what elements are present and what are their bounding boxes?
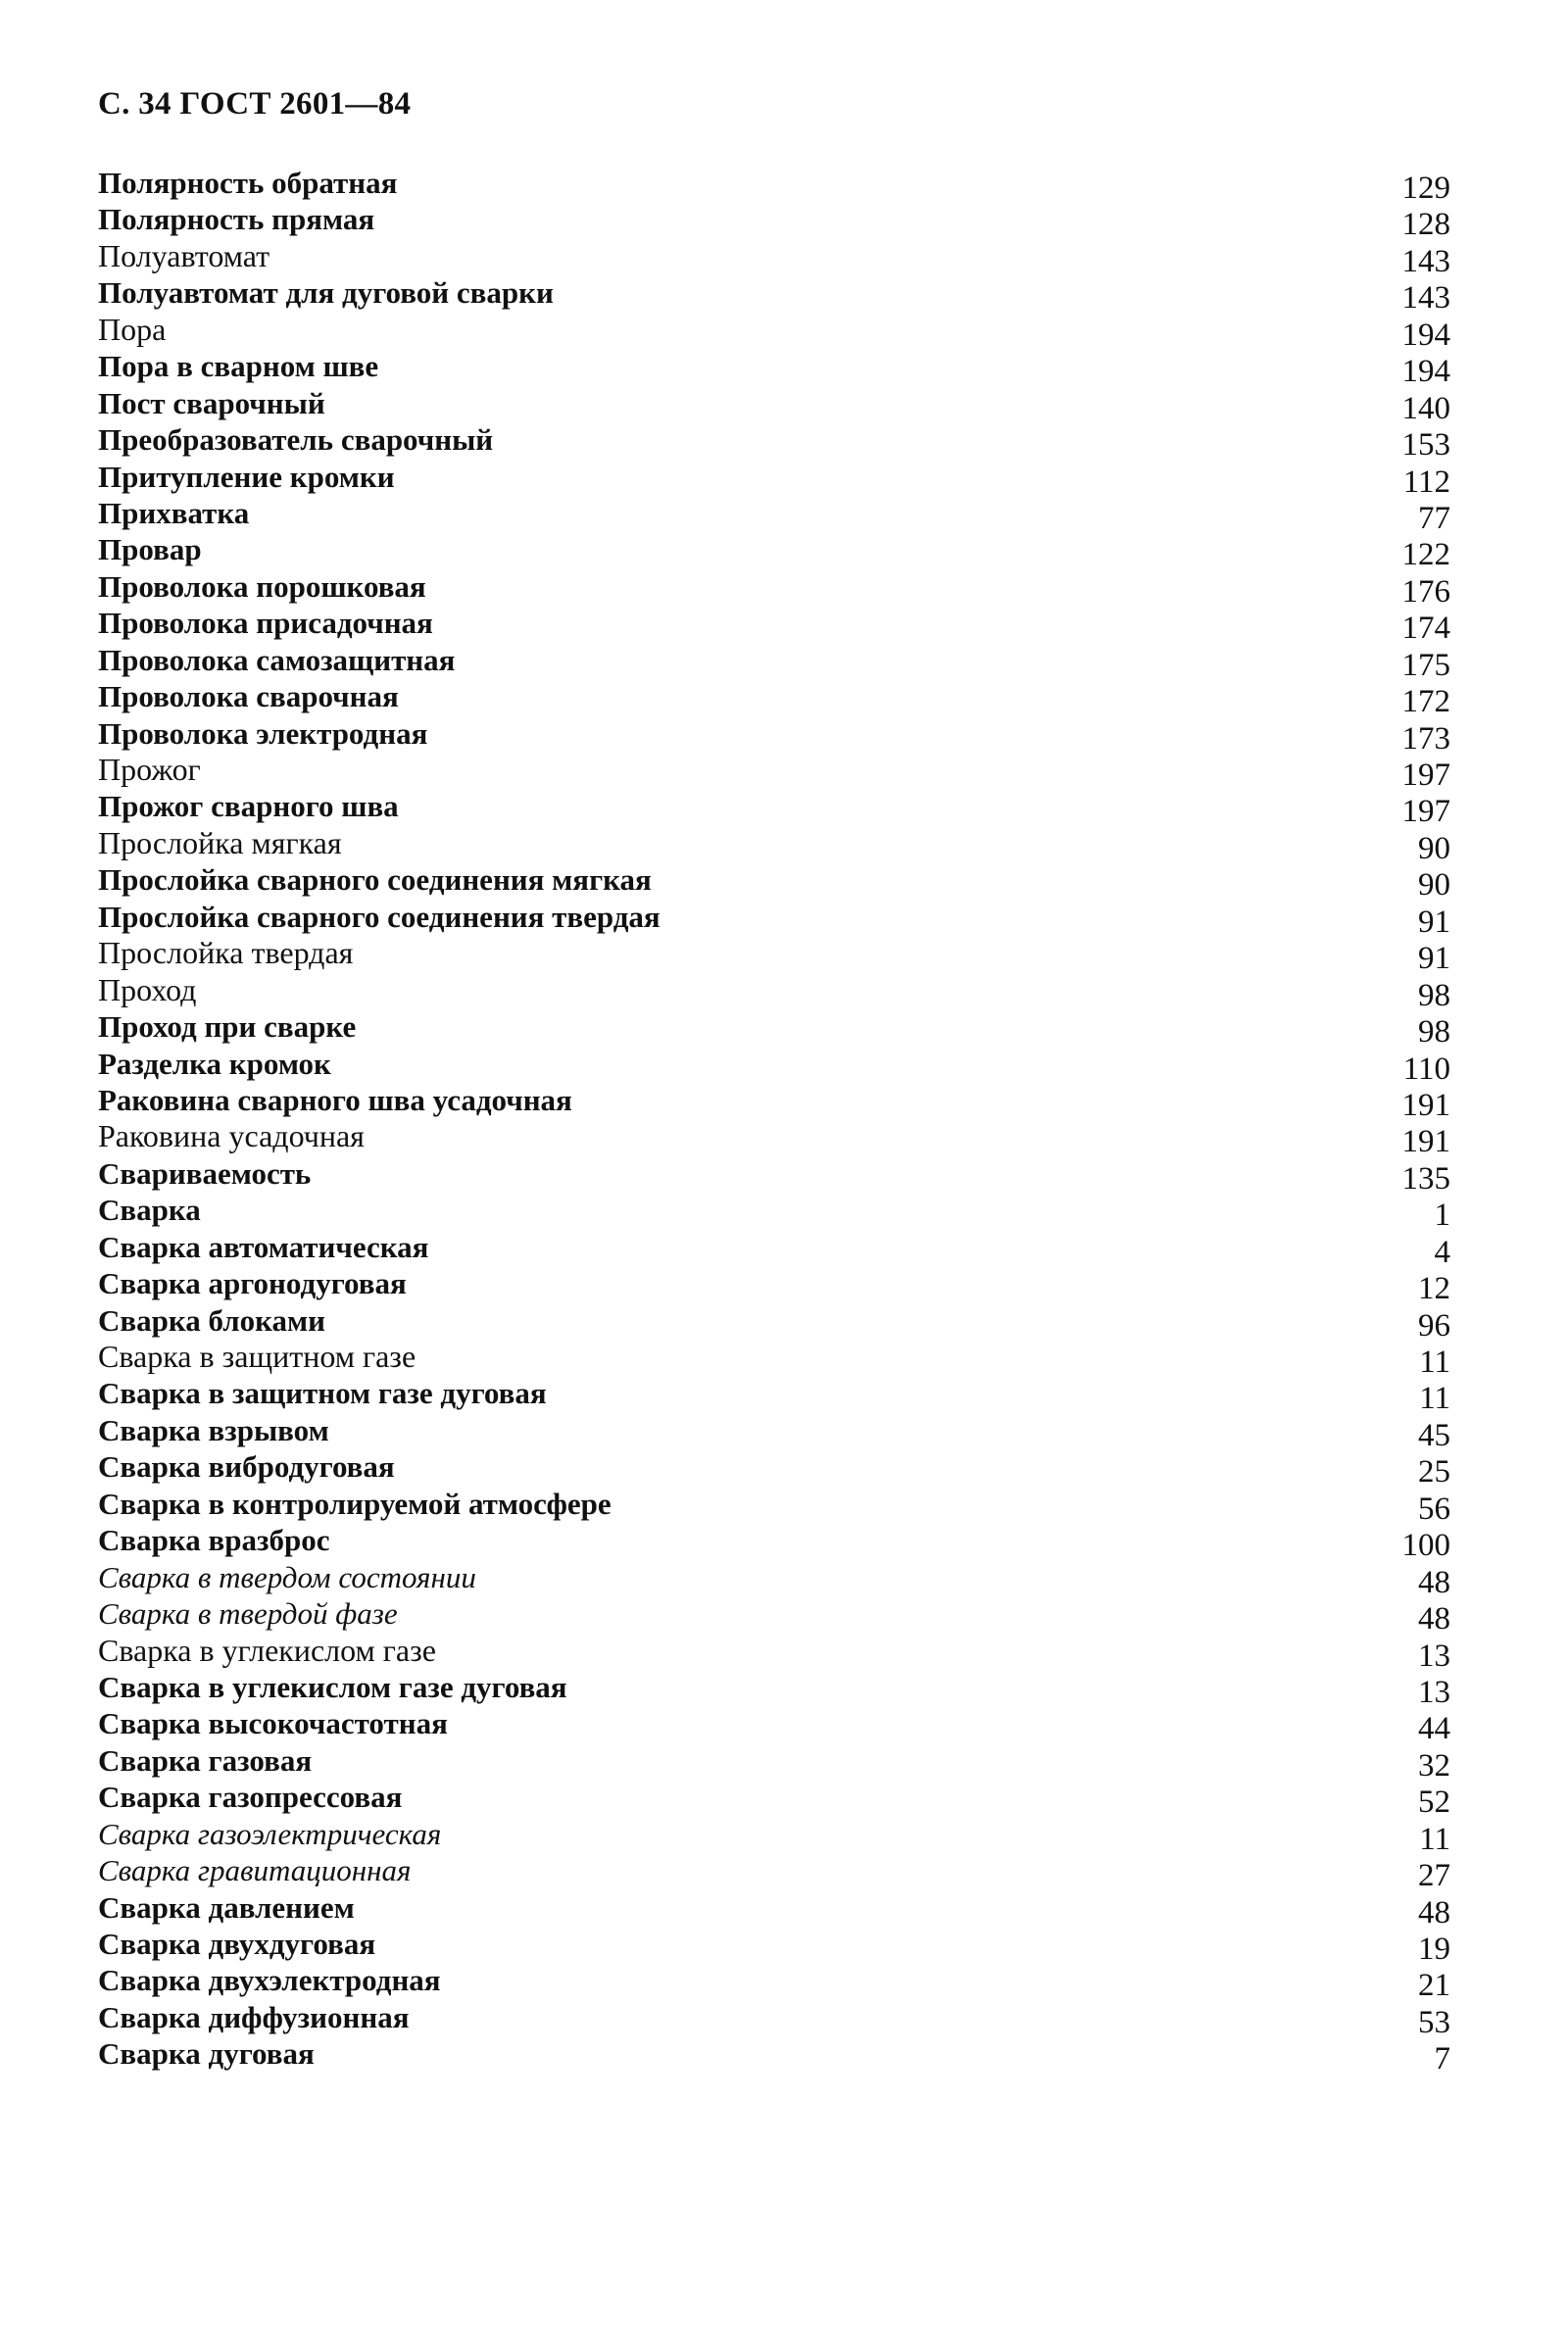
index-entry xyxy=(98,1266,1450,1307)
index-entry xyxy=(98,311,1450,353)
index-term: Разделка кромок xyxy=(98,1046,331,1081)
index-term: Проход при сварке xyxy=(98,1009,357,1045)
index-entry xyxy=(98,606,1450,647)
index-page-number: 173 xyxy=(1401,720,1450,757)
page-header: С. 34 ГОСТ 2601—84 xyxy=(98,86,412,122)
index-page-number: 96 xyxy=(1418,1307,1450,1344)
index-entry xyxy=(98,1742,1450,1784)
index-entry xyxy=(98,495,1450,536)
index-page-number: 191 xyxy=(1401,1087,1450,1123)
index-entry xyxy=(98,789,1450,830)
index-page-number: 11 xyxy=(1419,1345,1450,1380)
index-page-number: 194 xyxy=(1401,354,1450,390)
index-term: Сварка аргонодуговая xyxy=(98,1266,407,1301)
index-entry xyxy=(98,166,1450,206)
index-entry xyxy=(98,1706,1450,1747)
index-entry xyxy=(98,1193,1450,1234)
index-page-number: 27 xyxy=(1418,1858,1450,1894)
index-page-number: 197 xyxy=(1401,794,1450,830)
index-entry xyxy=(98,824,1450,866)
index-term: Сварка газовая xyxy=(98,1742,313,1778)
index-entry xyxy=(98,1816,1450,1857)
index-term: Сварка давлением xyxy=(98,1889,355,1925)
index-term: Полуавтомат для дуговой сварки xyxy=(98,275,554,311)
index-entry xyxy=(98,715,1450,757)
index-term: Притупление кромки xyxy=(98,459,395,494)
index-page-number: 7 xyxy=(1434,2041,1450,2078)
index-entry xyxy=(98,568,1450,610)
index-term: Сварка высокочастотная xyxy=(98,1706,448,1741)
index-entry xyxy=(98,1118,1450,1160)
index-entry xyxy=(98,385,1450,426)
index-page-number: 53 xyxy=(1418,2004,1450,2040)
index-term: Проволока самозащитная xyxy=(98,642,456,677)
index-entry xyxy=(98,679,1450,720)
index-page-number: 91 xyxy=(1418,904,1450,940)
index-entry xyxy=(98,1339,1450,1380)
index-term: Прожог xyxy=(98,752,201,787)
index-term: Полярность прямая xyxy=(98,202,375,237)
index-page-number: 52 xyxy=(1418,1785,1450,1821)
index-entry xyxy=(98,459,1450,500)
index-page-number: 98 xyxy=(1418,1014,1450,1051)
index-page-number: 11 xyxy=(1419,1381,1450,1417)
index-entry xyxy=(98,752,1450,793)
index-term: Раковина усадочная xyxy=(98,1118,365,1154)
index-entry xyxy=(98,532,1450,573)
index-term: Пост сварочный xyxy=(98,385,325,420)
index-term: Пора xyxy=(98,311,167,347)
index-page-number: 140 xyxy=(1401,390,1450,426)
index-page-number: 1 xyxy=(1434,1198,1450,1234)
index-term: Проволока электродная xyxy=(98,715,428,751)
index-page-number: 32 xyxy=(1418,1747,1450,1784)
index-page-number: 48 xyxy=(1418,1564,1450,1600)
index-entry xyxy=(98,862,1450,904)
index-term: Сварка в контролируемой атмосфере xyxy=(98,1486,612,1521)
index-page-number: 172 xyxy=(1401,684,1450,720)
index-page-number: 129 xyxy=(1401,171,1450,206)
index-entry xyxy=(98,1046,1450,1087)
index-term: Сварка автоматическая xyxy=(98,1229,429,1264)
index-page-number: 19 xyxy=(1418,1931,1450,1967)
index-term: Сварка взрывом xyxy=(98,1412,329,1447)
index-entry xyxy=(98,1632,1450,1674)
index-page-number: 191 xyxy=(1401,1124,1450,1160)
index-term: Проволока присадочная xyxy=(98,606,433,641)
index-term: Сварка в защитном газе дуговая xyxy=(98,1376,547,1411)
index-entry xyxy=(98,1486,1450,1527)
index-entry xyxy=(98,899,1450,940)
index-entry xyxy=(98,1229,1450,1270)
index-page-number: 176 xyxy=(1401,573,1450,610)
index-term: Прослойка сварного соединения мягкая xyxy=(98,862,652,898)
index-entry xyxy=(98,1523,1450,1564)
index-page-number: 77 xyxy=(1418,500,1450,536)
index-page-number: 12 xyxy=(1418,1271,1450,1307)
index-page-number: 21 xyxy=(1418,1968,1450,2004)
index-term: Полуавтомат xyxy=(98,237,270,273)
index-entry xyxy=(98,1853,1450,1894)
index-entry xyxy=(98,1376,1450,1417)
index-entry xyxy=(98,971,1450,1013)
index-page-number: 135 xyxy=(1401,1160,1450,1197)
index-term: Прожог сварного шва xyxy=(98,789,399,824)
index-entry xyxy=(98,1999,1450,2040)
index-page-number: 13 xyxy=(1418,1674,1450,1710)
index-term: Проход xyxy=(98,971,197,1007)
index-term: Сварка в углекислом газе дуговая xyxy=(98,1669,567,1704)
index-term: Свариваемость xyxy=(98,1155,312,1191)
index-term: Прихватка xyxy=(98,495,250,530)
index-page-number: 90 xyxy=(1418,830,1450,866)
index-page-number: 90 xyxy=(1418,867,1450,904)
index-term: Сварка гравитационная xyxy=(98,1853,412,1888)
index-term: Сварка в углекислом газе xyxy=(98,1632,436,1668)
index-entry xyxy=(98,202,1450,243)
index-entry xyxy=(98,935,1450,977)
index-entry xyxy=(98,422,1450,464)
index-term: Проволока сварочная xyxy=(98,679,399,714)
index-page-number: 175 xyxy=(1401,647,1450,683)
index-term: Сварка xyxy=(98,1193,201,1228)
index-page-number: 25 xyxy=(1418,1454,1450,1491)
index-term: Сварка дуговая xyxy=(98,2036,315,2072)
index-page-number: 48 xyxy=(1418,1601,1450,1638)
index-page-number: 110 xyxy=(1402,1051,1450,1087)
index-entry xyxy=(98,1082,1450,1123)
index-entry xyxy=(98,1302,1450,1344)
index-page-number: 98 xyxy=(1418,977,1450,1013)
index-term: Прослойка твердая xyxy=(98,935,354,971)
index-term: Сварка газопрессовая xyxy=(98,1780,403,1815)
index-page-number: 194 xyxy=(1401,317,1450,353)
index-term: Сварка в твердой фазе xyxy=(98,1596,398,1632)
index-term: Сварка двухэлектродная xyxy=(98,1963,441,1998)
index-term: Прослойка сварного соединения твердая xyxy=(98,899,661,934)
index-entry xyxy=(98,1155,1450,1197)
index-page-number: 128 xyxy=(1401,207,1450,243)
index-entry xyxy=(98,1596,1450,1638)
index-term: Сварка вразброс xyxy=(98,1523,330,1558)
index-page-number: 91 xyxy=(1418,941,1450,977)
index-term: Раковина сварного шва усадочная xyxy=(98,1082,572,1117)
index-page-number: 44 xyxy=(1418,1711,1450,1747)
index-page-number: 197 xyxy=(1401,758,1450,793)
index-term: Сварка в твердом состоянии xyxy=(98,1559,476,1594)
index-entry xyxy=(98,1889,1450,1931)
index-term: Сварка блоками xyxy=(98,1302,326,1338)
index-entry xyxy=(98,1927,1450,1967)
index-entry xyxy=(98,642,1450,683)
index-page-number: 11 xyxy=(1419,1821,1450,1857)
term-index-list xyxy=(98,166,1450,2078)
index-page-number: 153 xyxy=(1401,427,1450,464)
index-page-number: 56 xyxy=(1418,1491,1450,1527)
index-page-number: 143 xyxy=(1401,243,1450,279)
index-page-number: 4 xyxy=(1434,1234,1450,1270)
index-entry xyxy=(98,1559,1450,1600)
index-page-number: 174 xyxy=(1401,611,1450,647)
index-term: Сварка вибродуговая xyxy=(98,1449,395,1485)
index-entry xyxy=(98,1963,1450,2004)
index-term: Пора в сварном шве xyxy=(98,349,379,384)
index-term: Прослойка мягкая xyxy=(98,824,342,860)
index-page-number: 112 xyxy=(1402,464,1450,500)
index-entry xyxy=(98,2036,1450,2078)
index-term: Сварка двухдуговая xyxy=(98,1927,376,1961)
index-entry xyxy=(98,237,1450,279)
index-term: Проволока порошковая xyxy=(98,568,426,604)
index-entry xyxy=(98,1780,1450,1821)
index-term: Полярность обратная xyxy=(98,166,398,200)
index-entry xyxy=(98,1009,1450,1051)
index-page-number: 143 xyxy=(1401,280,1450,317)
index-page-number: 45 xyxy=(1418,1417,1450,1453)
index-entry xyxy=(98,1669,1450,1710)
index-term: Сварка газоэлектрическая xyxy=(98,1816,442,1851)
index-page-number: 100 xyxy=(1401,1528,1450,1564)
index-entry xyxy=(98,1449,1450,1491)
index-page-number: 13 xyxy=(1418,1638,1450,1674)
index-entry xyxy=(98,275,1450,317)
index-term: Сварка в защитном газе xyxy=(98,1339,416,1374)
index-term: Провар xyxy=(98,532,202,567)
index-term: Преобразователь сварочный xyxy=(98,422,494,458)
index-entry xyxy=(98,1412,1450,1453)
index-term: Сварка диффузионная xyxy=(98,1999,410,2034)
index-page-number: 48 xyxy=(1418,1894,1450,1931)
index-entry xyxy=(98,349,1450,390)
index-page-number: 122 xyxy=(1401,537,1450,573)
